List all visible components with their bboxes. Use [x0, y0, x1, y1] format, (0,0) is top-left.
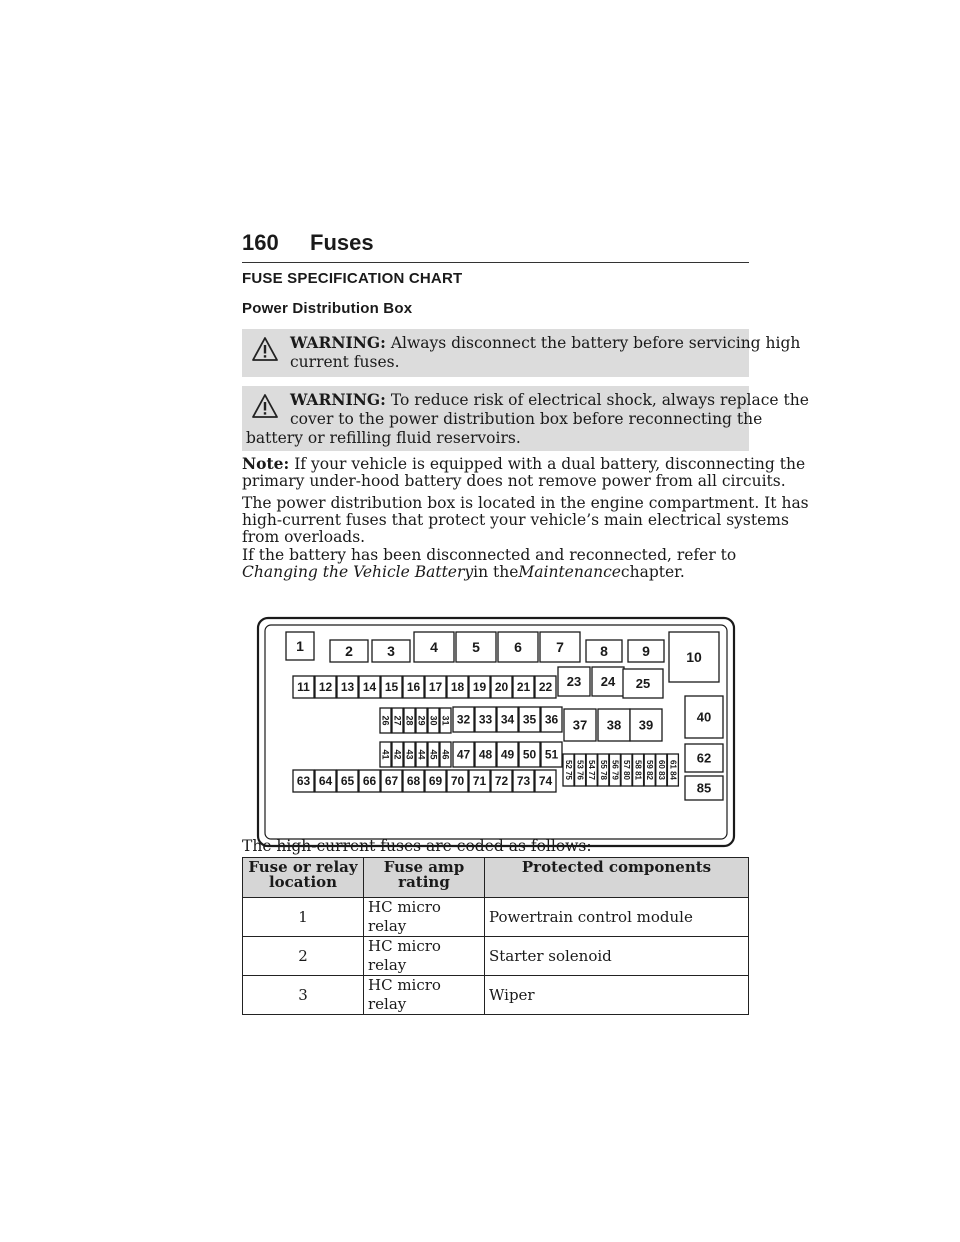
fuse-number: 69	[428, 774, 443, 788]
note-label: Note:	[242, 454, 290, 473]
fuse-number: 85	[696, 780, 712, 796]
fuse-slot-30	[428, 708, 439, 733]
fuse-slot-32	[453, 707, 474, 732]
fuse-slot-67	[381, 770, 402, 792]
fuse-number: 8	[600, 643, 608, 659]
fuse-slot-61-84	[667, 754, 678, 786]
table-cell: 2	[243, 937, 364, 976]
fuse-slot-59-82	[644, 754, 655, 786]
chapter-title: Fuses	[310, 230, 374, 255]
table-row	[243, 937, 749, 976]
fuse-number: 43	[404, 749, 415, 760]
fuse-slot-9	[628, 640, 664, 662]
warning-box-1	[242, 329, 801, 377]
fuse-slot-10	[669, 632, 719, 682]
fuse-slot-5	[456, 632, 496, 662]
warning-box-2	[242, 386, 809, 451]
fuse-number: 51	[544, 747, 559, 762]
fuse-number: 54 77	[587, 759, 597, 781]
fuse-slot-35	[519, 707, 540, 732]
fuse-slot-3	[372, 640, 410, 662]
fuse-slot-13	[337, 676, 358, 698]
column-header: Protected components	[485, 858, 749, 898]
fuse-number: 23	[566, 674, 582, 689]
fuse-slot-19	[469, 676, 490, 698]
fuse-table	[242, 857, 749, 1015]
column-header: Fuse amp rating	[364, 858, 485, 898]
fuse-number: 27	[392, 715, 403, 726]
fuse-slot-2	[330, 640, 368, 662]
warning-text: current fuses.	[290, 353, 400, 371]
fuse-number: 34	[500, 712, 515, 727]
fuse-slot-45	[428, 742, 439, 767]
fuse-number: 57 80	[622, 759, 631, 781]
fuse-slot-65	[337, 770, 358, 792]
fuse-number: 70	[450, 774, 465, 788]
fuse-slot-27	[392, 708, 403, 733]
table-cell: HC micro relay	[364, 898, 485, 937]
fuse-number: 10	[686, 649, 702, 665]
fuse-number: 19	[472, 680, 487, 694]
table-cell: Powertrain control module	[485, 898, 749, 937]
fuse-number: 17	[428, 680, 443, 694]
fuse-number: 33	[478, 712, 493, 727]
fuse-number: 72	[494, 774, 509, 788]
fuse-slot-25	[623, 669, 663, 698]
fuse-number: 15	[384, 680, 399, 694]
warning-text: cover to the power distribution box before reconnecting the	[290, 410, 763, 428]
fuse-number: 48	[478, 747, 493, 762]
fuse-slot-28	[404, 708, 415, 733]
fuse-number: 24	[600, 674, 616, 689]
table-cell: Starter solenoid	[485, 937, 749, 976]
fuse-slot-66	[359, 770, 380, 792]
paragraph-text: in the	[473, 563, 519, 581]
fuse-number: 7	[556, 639, 564, 655]
fuse-number: 41	[380, 749, 391, 760]
warning-text: To reduce risk of electrical shock, always replace the	[390, 391, 809, 409]
table-cell: HC micro relay	[364, 937, 485, 976]
fuse-number: 35	[522, 712, 537, 727]
fuse-slot-56-79	[609, 754, 620, 786]
fuse-slot-69	[425, 770, 446, 792]
fuse-slot-47	[453, 742, 474, 767]
paragraph-line: from overloads.	[242, 528, 366, 546]
fuse-slot-53-76	[575, 754, 586, 786]
fuse-number: 55 78	[598, 759, 608, 781]
fuse-number: 38	[606, 717, 622, 733]
fuse-number: 26	[380, 715, 391, 726]
fuse-slot-62	[685, 744, 723, 772]
fuse-slot-68	[403, 770, 424, 792]
fuse-slot-51	[541, 742, 562, 767]
fuse-number: 39	[638, 717, 654, 733]
warning-triangle-icon	[252, 337, 278, 361]
note-text: If your vehicle is equipped with a dual battery, disconnecting the	[294, 455, 806, 473]
reference-link[interactable]: Changing the Vehicle Battery	[242, 563, 474, 581]
fuse-number: 36	[544, 712, 559, 727]
fuse-number: 1	[296, 638, 304, 654]
paragraph-text: chapter.	[620, 563, 685, 581]
fuse-number: 66	[362, 774, 377, 788]
fuse-number: 67	[384, 774, 399, 788]
fuse-number: 45	[428, 749, 439, 760]
fuse-slot-41	[380, 742, 391, 767]
fuse-slot-26	[380, 708, 391, 733]
page-header	[242, 228, 749, 263]
fuse-slot-37	[564, 709, 596, 741]
fuse-slot-71	[469, 770, 490, 792]
fuse-number: 64	[318, 774, 333, 788]
fuse-number: 16	[406, 680, 421, 694]
note-paragraph	[242, 454, 806, 490]
fuse-slot-29	[416, 708, 427, 733]
fuse-number: 56 79	[610, 759, 620, 781]
fuse-number: 60 83	[656, 759, 666, 781]
fuse-number: 68	[406, 774, 421, 788]
fuse-number: 30	[428, 715, 439, 726]
fuse-number: 46	[440, 749, 451, 760]
fuse-slot-36	[541, 707, 562, 732]
paragraph-line: The power distribution box is located in the engine compartment. It has	[242, 494, 809, 512]
table-cell: 1	[243, 898, 364, 937]
subsection-title: Power Distribution Box	[242, 300, 413, 317]
fuse-number: 28	[404, 715, 415, 726]
fuse-slot-39	[630, 709, 662, 741]
table-intro: The high-current fuses are coded as follows:	[242, 837, 592, 855]
fuse-number: 47	[456, 747, 471, 762]
fuse-slot-38	[598, 709, 630, 741]
fuse-slot-49	[497, 742, 518, 767]
fuse-number: 21	[516, 680, 531, 694]
table-cell: HC micro relay	[364, 976, 485, 1015]
fuse-slot-8	[586, 640, 622, 662]
fuse-slot-34	[497, 707, 518, 732]
fuse-slot-70	[447, 770, 468, 792]
fuse-slot-40	[685, 696, 723, 738]
table-row	[243, 898, 749, 937]
fuse-number: 11	[297, 680, 310, 694]
fuse-number: 6	[514, 639, 522, 655]
warning-triangle-icon	[252, 394, 278, 418]
fuse-number: 52 75	[564, 759, 573, 781]
fuse-slot-12	[315, 676, 336, 698]
fuse-number: 25	[635, 676, 651, 691]
warning-label: WARNING:	[290, 390, 386, 409]
fuse-number: 37	[572, 717, 588, 733]
fuse-slot-15	[381, 676, 402, 698]
fuse-number: 49	[500, 747, 515, 762]
fuse-slot-74	[535, 770, 556, 792]
fuse-slot-21	[513, 676, 534, 698]
table-cell: Wiper	[485, 976, 749, 1015]
fuse-slot-60-83	[656, 754, 667, 786]
fuse-slot-4	[414, 632, 454, 662]
fuse-slot-20	[491, 676, 512, 698]
fuse-slot-1	[286, 632, 314, 660]
fuse-slot-55-78	[598, 754, 609, 786]
fuse-number: 53 76	[575, 759, 585, 781]
fuse-number: 3	[387, 643, 395, 659]
fuse-number: 61 84	[668, 759, 678, 781]
fuse-number: 18	[450, 680, 465, 694]
fuse-slot-22	[535, 676, 556, 698]
fuse-number: 58 81	[633, 759, 643, 781]
warning-label: WARNING:	[290, 333, 386, 352]
fuse-slot-73	[513, 770, 534, 792]
fuse-slot-64	[315, 770, 336, 792]
fuse-number: 71	[472, 774, 487, 788]
fuse-slot-18	[447, 676, 468, 698]
fuse-number: 42	[392, 749, 403, 760]
table-row	[243, 976, 749, 1015]
fuse-number: 59 82	[645, 759, 655, 781]
fuse-slot-16	[403, 676, 424, 698]
fuse-slot-54-77	[586, 754, 597, 786]
fuse-slot-42	[392, 742, 403, 767]
fuse-number: 4	[430, 639, 438, 655]
fuse-slot-63	[293, 770, 314, 792]
fuse-slot-46	[440, 742, 451, 767]
location-paragraph	[242, 494, 809, 546]
fuse-number: 40	[696, 709, 712, 725]
fuse-box-diagram	[256, 616, 736, 848]
note-text: primary under-hood battery does not remove power from all circuits.	[242, 472, 786, 490]
fuse-number: 74	[538, 774, 553, 788]
fuse-slot-44	[416, 742, 427, 767]
paragraph-line: high-current fuses that protect your vehicle’s main electrical systems	[242, 511, 789, 529]
fuse-slot-72	[491, 770, 512, 792]
fuse-slot-50	[519, 742, 540, 767]
fuse-slot-48	[475, 742, 496, 767]
fuse-number: 32	[456, 712, 471, 727]
fuse-slot-6	[498, 632, 538, 662]
warning-text: Always disconnect the battery before servicing high	[390, 334, 801, 352]
fuse-number: 5	[472, 639, 480, 655]
fuse-number: 31	[440, 715, 451, 726]
chapter-reference[interactable]: Maintenance	[518, 563, 621, 581]
warning-text: battery or refilling fluid reservoirs.	[246, 429, 521, 447]
fuse-slot-57-80	[621, 754, 632, 786]
fuse-number: 9	[642, 643, 650, 659]
fuse-slot-43	[404, 742, 415, 767]
fuse-slot-31	[440, 708, 451, 733]
fuse-slot-23	[558, 667, 590, 696]
fuse-number: 65	[340, 774, 355, 788]
fuse-slot-14	[359, 676, 380, 698]
section-title: FUSE SPECIFICATION CHART	[242, 270, 463, 287]
fuse-number: 29	[416, 715, 427, 726]
battery-paragraph	[242, 547, 749, 581]
fuse-number: 12	[318, 680, 333, 694]
fuse-slot-52-75	[563, 754, 574, 786]
fuse-number: 44	[416, 749, 427, 760]
table-cell: 3	[243, 976, 364, 1015]
fuse-number: 13	[340, 680, 355, 694]
fuse-number: 63	[296, 774, 311, 788]
column-header: Fuse or relay location	[243, 858, 364, 898]
page-number: 160	[242, 230, 279, 255]
fuse-number: 50	[522, 747, 537, 762]
fuse-number: 62	[696, 750, 712, 766]
fuse-slot-58-81	[633, 754, 644, 786]
fuse-slot-24	[592, 667, 624, 696]
paragraph-line: If the battery has been disconnected and reconnected, refer to	[242, 546, 737, 564]
fuse-number: 22	[538, 680, 553, 694]
fuse-number: 14	[362, 680, 377, 694]
fuse-number: 73	[516, 774, 531, 788]
fuse-slot-11	[293, 676, 314, 698]
fuse-slot-85	[685, 776, 723, 800]
fuse-slot-33	[475, 707, 496, 732]
fuse-number: 2	[345, 643, 353, 659]
fuse-number: 20	[494, 680, 509, 694]
fuse-slot-17	[425, 676, 446, 698]
fuse-slot-7	[540, 632, 580, 662]
